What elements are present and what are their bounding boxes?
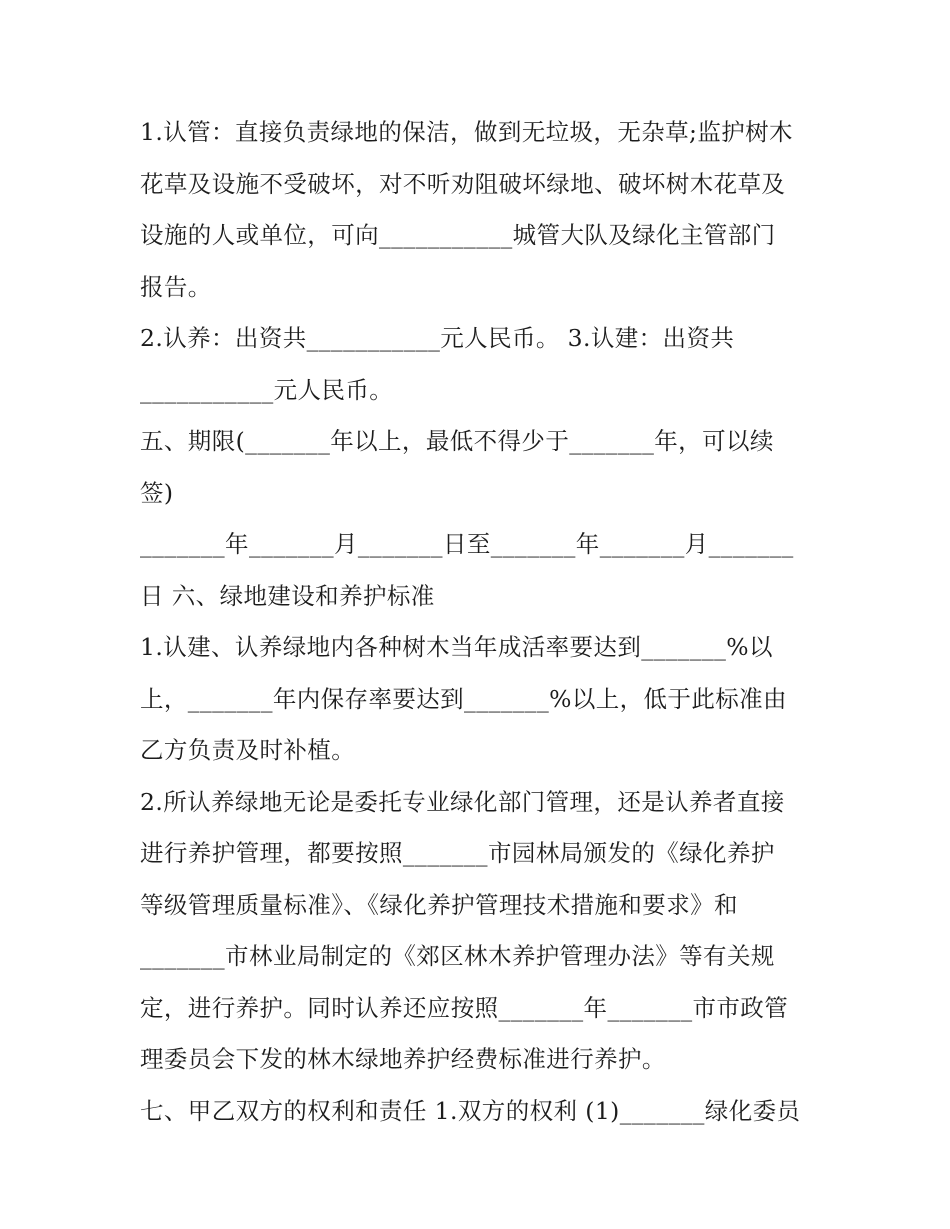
text-line-17: _______市林业局制定的《郊区林木养护管理办法》等有关规 xyxy=(140,942,775,970)
text-line-10: 日 六、绿地建设和养护标准 xyxy=(140,581,435,610)
text-line-16: 等级管理质量标准》、《绿化养护管理技术措施和要求》和 xyxy=(140,890,738,919)
text-line-14: 2.所认养绿地无论是委托专业绿化部门管理，还是认养者直接 xyxy=(140,787,785,816)
text-line-9: _______年_______月_______日至_______年_______月_______ xyxy=(140,530,794,558)
text-line-19: 理委员会下发的林木绿地养护经费标准进行养护。 xyxy=(140,1045,666,1073)
text-line-8: 签) xyxy=(140,478,174,507)
text-line-3: 设施的人或单位，可向___________城管大队及绿化主管部门 xyxy=(140,221,776,249)
text-line-6: ___________元人民币。 xyxy=(140,375,394,404)
text-line-15: 进行养护管理，都要按照_______市园林局颁发的《绿化养护 xyxy=(140,839,775,867)
text-line-20: 七、甲乙双方的权利和责任 1.双方的权利 (1)_______绿化委员 xyxy=(140,1096,801,1125)
text-line-2: 花草及设施不受破坏，对不听劝阻破坏绿地、破坏树木花草及 xyxy=(140,169,786,198)
text-line-5: 2.认养：出资共___________元人民币。 3.认建：出资共 xyxy=(140,324,735,352)
text-line-11: 1.认建、认养绿地内各种树木当年成活率要达到_______%以 xyxy=(140,633,773,661)
text-line-4: 报告。 xyxy=(140,272,212,301)
document-body xyxy=(140,112,820,1142)
text-line-12: 上，_______年内保存率要达到_______%以上，低于此标准由 xyxy=(140,684,787,713)
text-line-13: 乙方负责及时补植。 xyxy=(140,736,356,764)
text-line-1: 1.认管：直接负责绿地的保洁，做到无垃圾，无杂草;监护树木 xyxy=(140,118,793,146)
text-line-7: 五、期限(_______年以上，最低不得少于_______年，可以续 xyxy=(140,427,774,455)
text-line-18: 定，进行养护。同时认养还应按照_______年_______市市政管 xyxy=(140,993,789,1022)
